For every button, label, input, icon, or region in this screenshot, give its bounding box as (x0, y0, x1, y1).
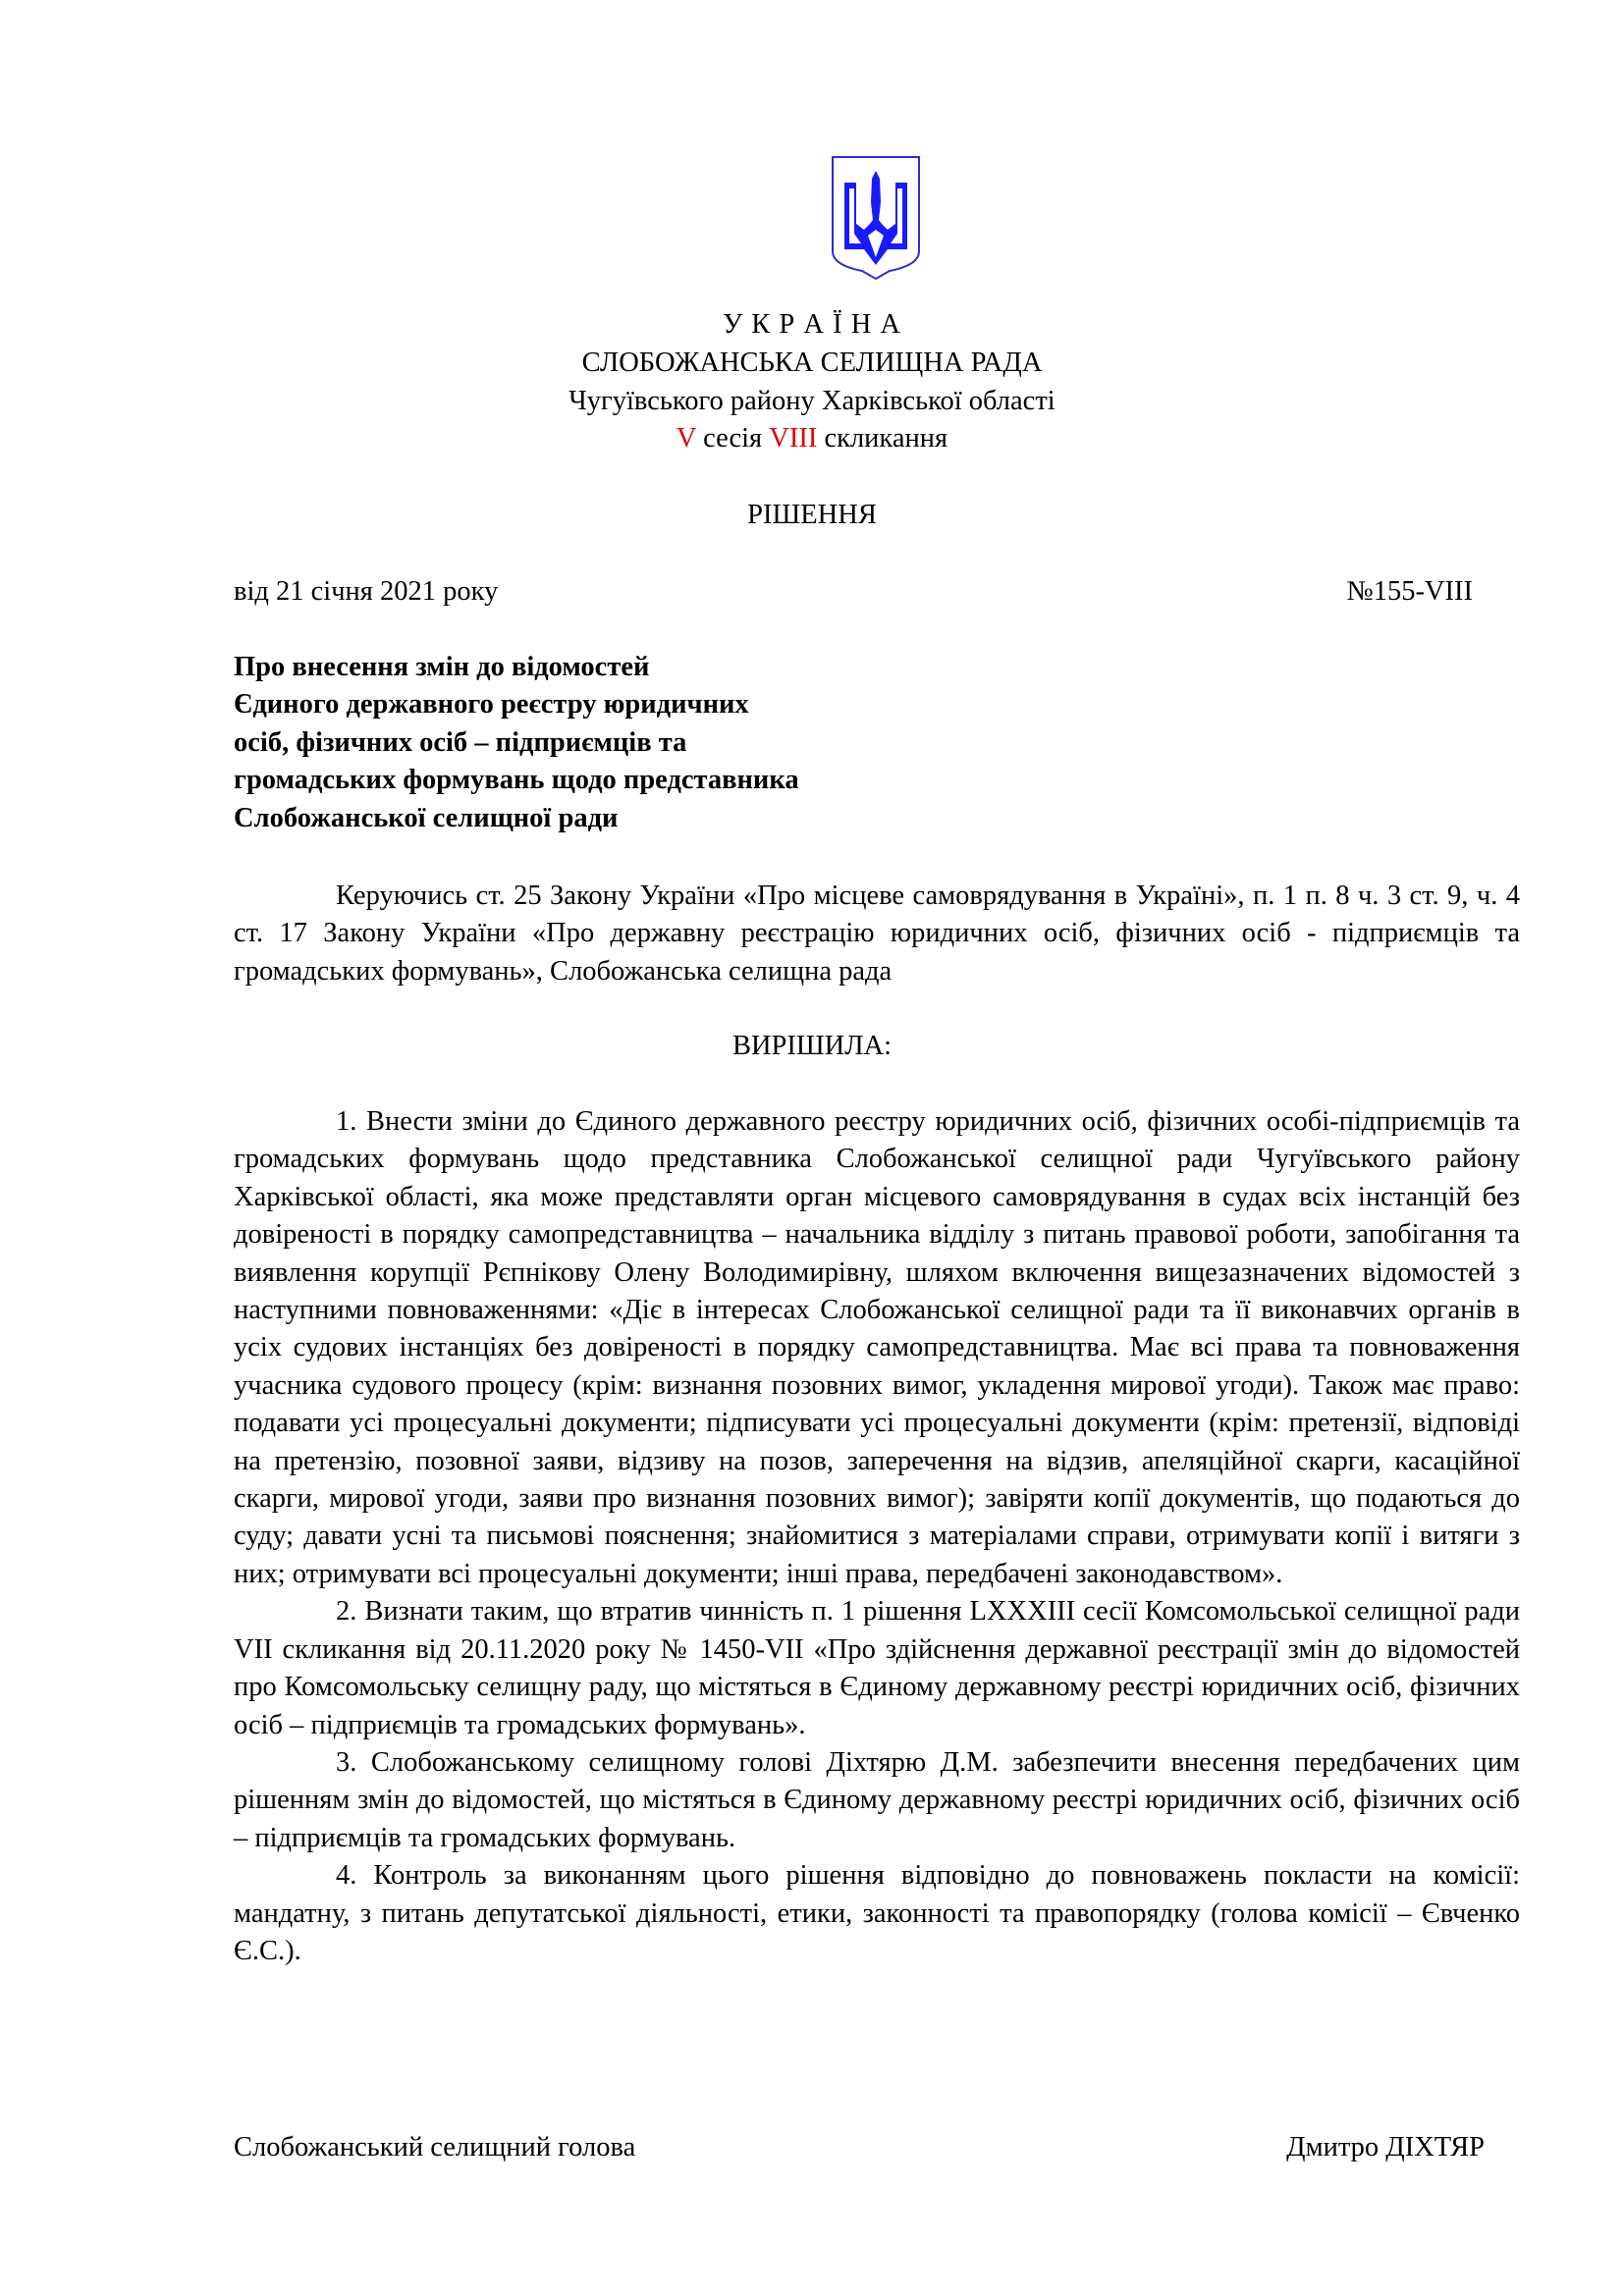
decision-number: №155-VIII (1346, 576, 1473, 607)
decision-item: 4. Контроль за виконанням цього рішення відповідно до повноважень покласти на комісії: мандатну, з питань депутатської діяльності, етики, законності та правопорядку (голова комісії – Євченко Є.С.). (234, 1860, 1520, 1966)
subject-line: Про внесення змін до відомостей (234, 652, 650, 682)
decision-item: 1. Внести зміни до Єдиного державного реєстру юридичних осіб, фізичних особі-підприємців та громадських формувань щодо представника Слобожанської селищної ради Чугуївського району Харківської області, яка може представляти орган місцевого самоврядування в судах всіх інстанцій без довіреності в порядку самопредставництва – начальника відділу з питань правової роботи, запобігання та виявлення корупції Рєпнікову Олену Володимирівну, шляхом включення вищезазначених відомостей з наступними повноваженнями: «Діє в інтересах Слобожанської селищної ради та її виконавчих органів в усіх судових інстанціях без довіреності в порядку самопредставництва. Має всі права та повноваження учасника судового процесу (крім: визнання позовних вимог, укладення мирової угоди). Також має право: подавати усі процесуальні документи; підписувати усі процесуальні документи (крім: претензії, відповіді на претензію, позовної заяви, відзиву на позов, заперечення на відзив, апеляційної скарги, касаційної скарги, мирової угоди, заяви про визнання позовних вимог); завіряти копії документів, що подаються до суду; давати усні та письмові пояснення; знайомитися з матеріалами справи, отримувати копії і витяги з них; отримувати всі процесуальні документи; інші права, передбачені законодавством». (234, 1106, 1520, 1589)
convocation-word: скликання (817, 423, 948, 454)
decision-item: 2. Визнати таким, що втратив чинність п. 1 рішення LXXXIII сесії Комсомольської селищної ради VII скликання від 20.11.2020 року № 1450-VII «Про здійснення державної реєстрації змін до відомостей про Комсомольську селищну раду, що містяться в Єдиному державному реєстрі юридичних осіб, фізичних осіб – підприємців та громадських формувань». (234, 1596, 1520, 1740)
decision-items (234, 1103, 1520, 1970)
council-name: СЛОБОЖАНСЬКА СЕЛИЩНА РАДА (581, 347, 1043, 378)
signature-name: Дмитро ДІХТЯР (1286, 2132, 1485, 2163)
subject-line: громадських формувань щодо представника (234, 765, 799, 796)
decision-item: 3. Слобожанському селищному голові Діхтярю Д.М. забезпечити внесення передбачених цим рішенням змін до відомостей, що містяться в Єдиному державному реєстрі юридичних осіб, фізичних осіб – підприємців та громадських формувань. (234, 1746, 1520, 1853)
decision-subject (234, 649, 799, 837)
session-word: сесія (695, 423, 770, 454)
signature-position: Слобожанський селищний голова (234, 2132, 636, 2163)
session-line (0, 420, 1624, 457)
district-text: Чугуївського району Харківської області (568, 386, 1056, 416)
preamble: Керуючись ст. 25 Закону України «Про місцеве самоврядування в Україні», п. 1 п. 8 ч. 3 ст. 9, ч. 4 ст. 17 Закону України «Про державну реєстрацію юридичних осіб, фізичних осіб - підприємців та громадських формувань», Слобожанська селищна рада (234, 881, 1520, 987)
subject-line: Єдиного державного реєстру юридичних (234, 689, 749, 721)
subject-line: Слобожанської селищної ради (234, 802, 619, 833)
country-heading: У К Р А Ї Н А (722, 309, 902, 340)
resolved-heading: ВИРІШИЛА: (731, 1031, 893, 1061)
session-number: V (676, 423, 696, 454)
subject-line: осіб, фізичних осіб – підприємців та (234, 726, 687, 758)
coat-of-arms-icon (831, 155, 921, 281)
convocation-number: VIII (769, 423, 818, 454)
document-type: РІШЕННЯ (747, 500, 877, 530)
decision-date: від 21 січня 2021 року (234, 576, 499, 607)
district-name (0, 383, 1624, 420)
